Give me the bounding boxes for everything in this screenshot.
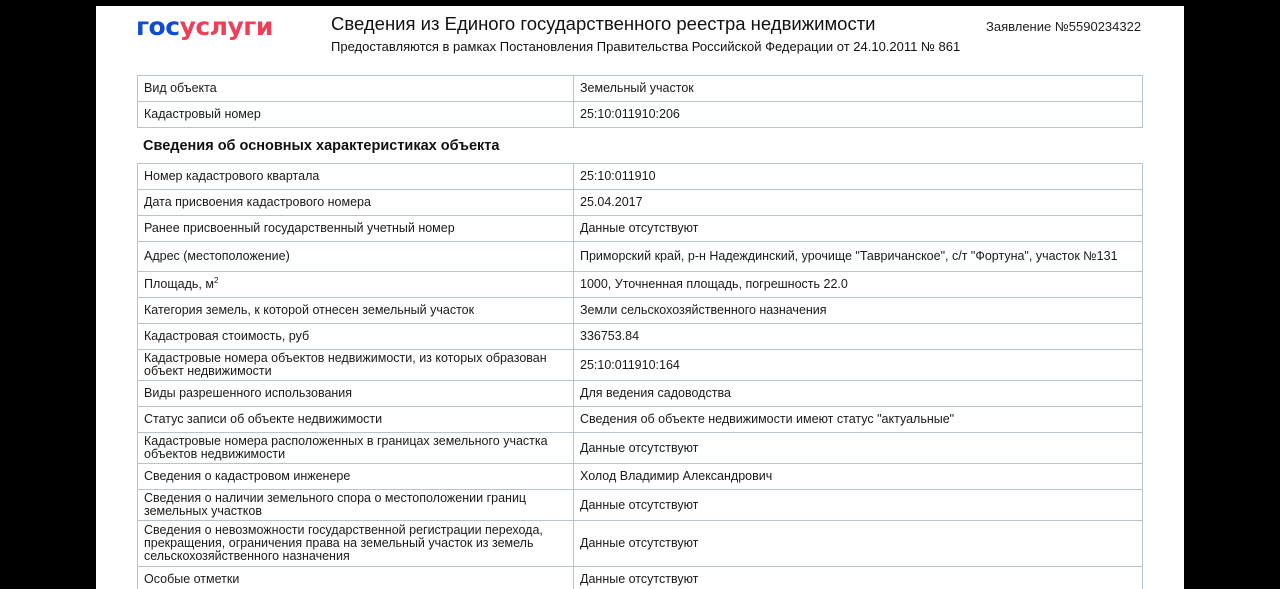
document-header — [96, 6, 1184, 62]
row-value: Данные отсутствуют — [574, 216, 1143, 242]
row-label: Кадастровая стоимость, руб — [138, 324, 574, 350]
table-row — [138, 76, 1143, 102]
table-row — [138, 272, 1143, 298]
row-label: Адрес (местоположение) — [138, 242, 574, 272]
table-row — [138, 381, 1143, 407]
table-row — [138, 464, 1143, 490]
document-title: Сведения из Единого государственного реестра недвижимости — [331, 13, 876, 34]
table-row — [138, 164, 1143, 190]
row-label: Дата присвоения кадастрового номера — [138, 190, 574, 216]
row-label: Сведения о невозможности государственной регистрации перехода, прекращения, ограничения права на земельный участок из земель сельскохозяйственного назначения — [138, 521, 574, 567]
row-value: 336753.84 — [574, 324, 1143, 350]
row-label: Площадь, $м^2$ — [138, 272, 574, 298]
row-label: Вид объекта — [138, 76, 574, 102]
row-value: Данные отсутствуют — [574, 433, 1143, 464]
characteristics-table — [137, 163, 1143, 589]
row-value: 25:10:011910:164 — [574, 350, 1143, 381]
document-subtitle: Предоставляются в рамках Постановления Правительства Российской Федерации от 24.10.2011 № 861 — [331, 39, 961, 54]
row-label: Кадастровые номера расположенных в границах земельного участка объектов недвижимости — [138, 433, 574, 464]
row-value: 25:10:011910 — [574, 164, 1143, 190]
row-value: Земельный участок — [574, 76, 1143, 102]
row-label: Виды разрешенного использования — [138, 381, 574, 407]
table-row — [138, 490, 1143, 521]
row-value: Данные отсутствуют — [574, 490, 1143, 521]
row-value: Данные отсутствуют — [574, 521, 1143, 567]
row-label: Особые отметки — [138, 567, 574, 589]
row-value: Данные отсутствуют — [574, 567, 1143, 589]
row-label: Номер кадастрового квартала — [138, 164, 574, 190]
table-row — [138, 216, 1143, 242]
document-page — [96, 6, 1184, 589]
row-value: 25:10:011910:206 — [574, 102, 1143, 128]
table-row — [138, 298, 1143, 324]
table-row — [138, 242, 1143, 272]
row-label: Кадастровые номера объектов недвижимости, из которых образован объект недвижимости — [138, 350, 574, 381]
row-label: Сведения о наличии земельного спора о местоположении границ земельных участков — [138, 490, 574, 521]
row-label: Сведения о кадастровом инженере — [138, 464, 574, 490]
row-value: Для ведения садоводства — [574, 381, 1143, 407]
table-row — [138, 521, 1143, 567]
row-value: Сведения об объекте недвижимости имеют статус "актуальные" — [574, 407, 1143, 433]
row-label: Ранее присвоенный государственный учетный номер — [138, 216, 574, 242]
row-value: Земли сельскохозяйственного назначения — [574, 298, 1143, 324]
table-row — [138, 350, 1143, 381]
row-value: 25.04.2017 — [574, 190, 1143, 216]
table-row — [138, 190, 1143, 216]
row-label: Кадастровый номер — [138, 102, 574, 128]
object-summary-table — [137, 75, 1143, 128]
gosuslugi-logo: госуслуги — [136, 12, 273, 41]
section-title: Сведения об основных характеристиках объекта — [143, 138, 500, 154]
row-value: Холод Владимир Александрович — [574, 464, 1143, 490]
statement-number: Заявление №5590234322 — [986, 19, 1142, 34]
table-row — [138, 324, 1143, 350]
table-row — [138, 567, 1143, 589]
row-label: Статус записи об объекте недвижимости — [138, 407, 574, 433]
table-row — [138, 433, 1143, 464]
row-label: Категория земель, к которой отнесен земельный участок — [138, 298, 574, 324]
row-value: Приморский край, р-н Надеждинский, урочище "Тавричанское", с/т "Фортуна", участок №131 — [574, 242, 1143, 272]
table-row — [138, 102, 1143, 128]
table-row — [138, 407, 1143, 433]
row-value: 1000, Уточненная площадь, погрешность 22.0 — [574, 272, 1143, 298]
